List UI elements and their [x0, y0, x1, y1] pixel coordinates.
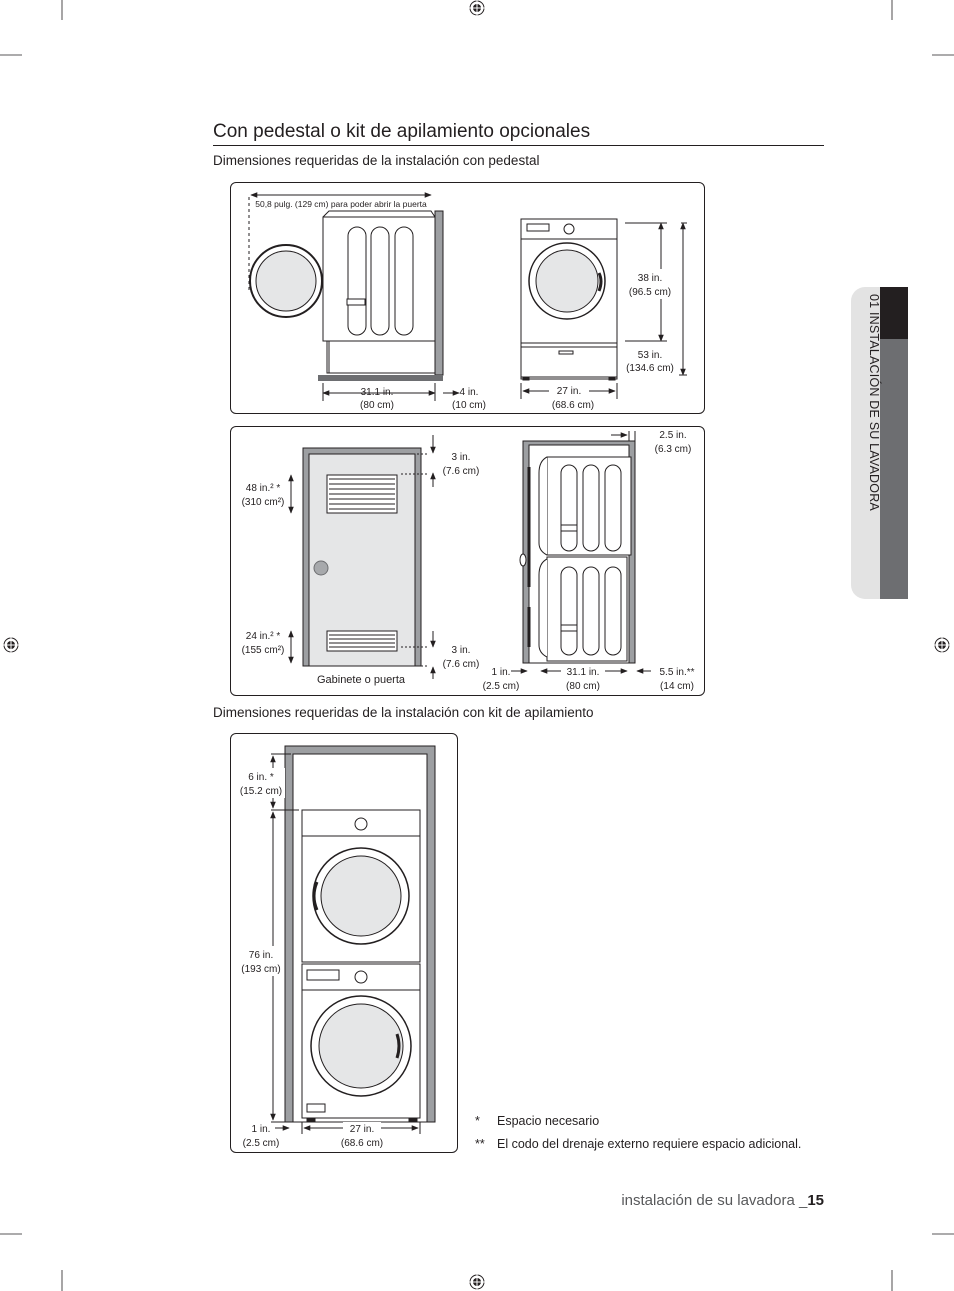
washer-side-view — [249, 197, 443, 381]
left-gap-label: 1 in. — [491, 667, 511, 678]
registration-mark-top — [466, 0, 488, 18]
registration-mark-bottom — [466, 1272, 488, 1291]
stack-depth-metric: (80 cm) — [566, 681, 600, 692]
stack-side-gap-label: 1 in. — [251, 1124, 271, 1135]
rear-gap-metric: (14 cm) — [660, 681, 694, 692]
pedestal-depth-metric: (80 cm) — [360, 400, 394, 411]
footnote-text: Espacio necesario — [497, 1114, 600, 1128]
footnotes — [475, 1110, 801, 1156]
top-gap-metric: (7.6 cm) — [442, 466, 480, 477]
bottom-vent-label: 24 in.² * — [245, 631, 281, 642]
cabinet-diagram — [231, 427, 704, 695]
stacked-washer — [302, 964, 420, 1121]
washer-height-metric: (96.5 cm) — [628, 287, 672, 298]
washer-width-metric: (68.6 cm) — [551, 400, 595, 411]
footer-text: instalación de su lavadora _ — [621, 1192, 808, 1209]
side-tab-band — [880, 339, 908, 599]
registration-mark-right — [931, 634, 954, 656]
footnote-mark: ** — [475, 1137, 485, 1151]
stack-top-gap-label: 6 in. * — [248, 772, 274, 783]
top-side-gap-label: 2.5 in. — [659, 430, 687, 441]
total-height-metric: (134.6 cm) — [626, 363, 674, 374]
section-title: Con pedestal o kit de apilamiento opcionales — [213, 121, 591, 142]
total-height-label: 53 in. — [637, 350, 663, 361]
bottom-gap-label: 3 in. — [451, 645, 471, 656]
stack-side-gap-metric: (2.5 cm) — [242, 1138, 280, 1149]
washer-front-view — [521, 219, 617, 380]
washer-height-label: 38 in. — [637, 273, 663, 284]
cabinet-label: Gabinete o puerta — [316, 674, 406, 686]
page-number: 15 — [807, 1192, 824, 1209]
title-rule — [213, 145, 824, 146]
stack-depth-label: 31.1 in. — [566, 667, 600, 678]
cabinet-diagram-panel — [230, 426, 705, 696]
side-tab-marker — [880, 287, 908, 339]
stack-top-gap-metric: (15.2 cm) — [239, 786, 283, 797]
top-gap-label: 3 in. — [451, 452, 471, 463]
side-tab-label: 01 INSTALACIÓN DE SU LAVADORA — [867, 294, 881, 511]
bottom-gap-metric: (7.6 cm) — [442, 659, 480, 670]
washer-width-label: 27 in. — [556, 386, 582, 397]
top-vent-label: 48 in.² * — [245, 483, 281, 494]
pedestal-subtitle: Dimensiones requeridas de la instalación con pedestal — [213, 153, 540, 168]
stacked-dryer — [302, 810, 420, 962]
registration-mark-left — [0, 634, 22, 656]
top-side-gap-metric: (6.3 cm) — [654, 444, 692, 455]
stacked-side-view — [520, 441, 635, 663]
footnote — [475, 1133, 801, 1156]
rear-gap-label: 5.5 in.** — [659, 667, 695, 678]
cabinet-door — [303, 448, 421, 666]
pedestal-diagram-panel — [230, 182, 705, 414]
footnote-mark: * — [475, 1114, 480, 1128]
pedestal-gap-metric: (10 cm) — [452, 400, 486, 411]
footnote — [475, 1110, 801, 1133]
top-vent-metric: (310 cm²) — [241, 497, 285, 508]
footnote-text: El codo del drenaje externo requiere espacio adicional. — [497, 1137, 802, 1151]
stack-width-metric: (68.6 cm) — [340, 1138, 384, 1149]
stacking-diagram — [231, 734, 457, 1152]
pedestal-depth-label: 31.1 in. — [360, 387, 394, 398]
stack-width-label: 27 in. — [349, 1124, 375, 1135]
door-clearance-label: 50,8 pulg. (129 cm) para poder abrir la puerta — [255, 199, 427, 209]
stacking-subtitle: Dimensiones requeridas de la instalación con kit de apilamiento — [213, 705, 594, 720]
pedestal-diagram — [231, 183, 704, 413]
pedestal-gap-label: 4 in. — [459, 387, 479, 398]
bottom-vent-metric: (155 cm²) — [241, 645, 285, 656]
stack-height-metric: (193 cm) — [241, 964, 281, 975]
left-gap-metric: (2.5 cm) — [482, 681, 520, 692]
page-footer — [621, 1192, 824, 1209]
stack-height-label: 76 in. — [248, 950, 274, 961]
door-knob — [314, 561, 328, 575]
stacking-diagram-panel — [230, 733, 458, 1153]
